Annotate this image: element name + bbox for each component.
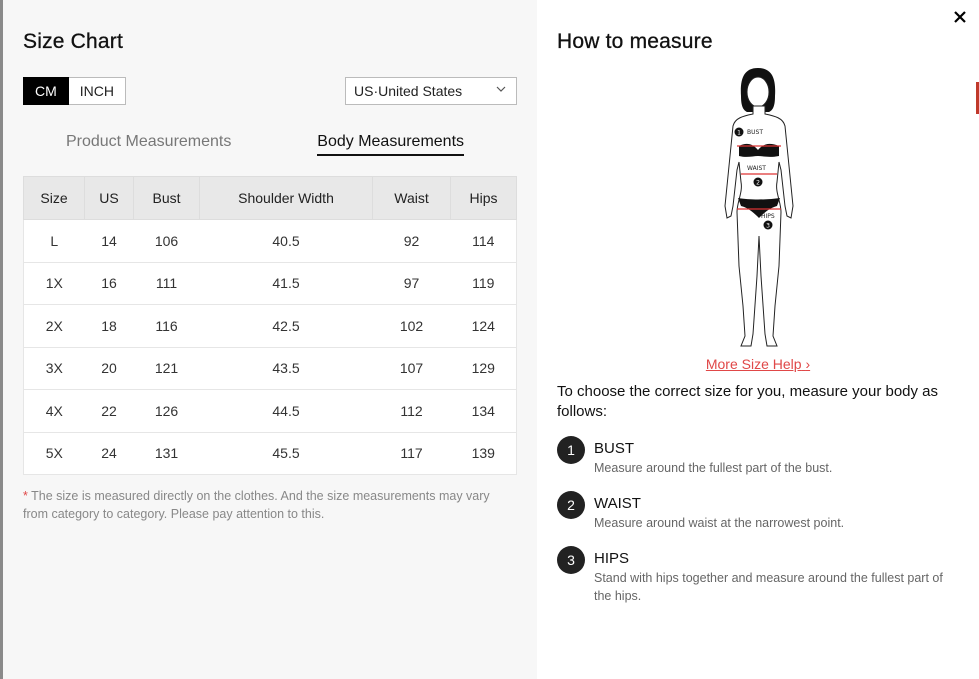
table-row [24,432,517,475]
table-header: Hips [451,177,517,220]
measurement-tabs [23,133,517,156]
tab-body-measurements[interactable]: Body Measurements [317,133,464,156]
region-select[interactable] [345,77,517,105]
unit-toggle [23,77,126,105]
size-chart-modal [3,0,979,679]
table-cell: 112 [373,390,451,433]
figure-num-2: 2 [756,179,760,187]
unit-region-row [23,77,517,105]
measure-intro: To choose the correct size for you, measure your body as follows: [557,383,939,420]
table-cell: 41.5 [200,262,373,305]
how-to-measure-panel [537,0,979,679]
table-cell: 124 [451,305,517,348]
table-cell: 92 [373,220,451,263]
step-title: WAIST [594,495,641,512]
table-cell: 116 [134,305,200,348]
table-cell: 24 [85,432,134,475]
table-cell: 45.5 [200,432,373,475]
note-star: * [23,489,28,503]
table-cell: 106 [134,220,200,263]
measure-step [557,491,959,532]
unit-inch-button[interactable]: INCH [69,77,126,105]
table-cell: 107 [373,347,451,390]
step-description: Measure around the fullest part of the bust. [594,461,833,475]
table-cell: 2X [24,305,85,348]
step-text [594,546,959,605]
size-note [23,487,513,523]
unit-cm-button[interactable]: CM [23,77,69,105]
chevron-right-icon: › [805,356,811,372]
table-cell: 97 [373,262,451,305]
more-size-help-link[interactable] [557,356,959,372]
table-header-row [24,177,517,220]
step-description: Measure around waist at the narrowest point. [594,516,845,530]
table-cell: L [24,220,85,263]
note-text: The size is measured directly on the clothes. And the size measurements may vary from category to category. Please pay attention to this. [23,489,490,521]
step-number-badge: 1 [557,436,585,464]
table-cell: 14 [85,220,134,263]
step-text [594,436,832,477]
table-cell: 43.5 [200,347,373,390]
table-header: Bust [134,177,200,220]
region-select-value: US·United States [354,83,463,99]
body-figure-icon [713,66,803,348]
body-figure [557,66,959,348]
measure-step [557,436,959,477]
table-header: Waist [373,177,451,220]
table-cell: 4X [24,390,85,433]
figure-num-3: 3 [766,222,770,230]
table-cell: 22 [85,390,134,433]
table-cell: 18 [85,305,134,348]
table-header: Shoulder Width [200,177,373,220]
size-chart-title: Size Chart [23,30,124,53]
step-title: HIPS [594,550,630,567]
table-cell: 119 [451,262,517,305]
close-icon[interactable] [953,10,967,24]
figure-label-waist: WAIST [747,165,766,172]
table-cell: 20 [85,347,134,390]
step-title: BUST [594,440,635,457]
size-chart-panel [3,0,537,679]
step-text [594,491,844,532]
table-cell: 126 [134,390,200,433]
table-cell: 121 [134,347,200,390]
table-cell: 129 [451,347,517,390]
figure-label-bust: BUST [747,129,763,136]
table-row [24,220,517,263]
table-row [24,390,517,433]
size-table [23,176,517,475]
measure-step [557,546,959,605]
step-description: Stand with hips together and measure around the fullest part of the hips. [594,571,943,603]
table-row [24,262,517,305]
measure-steps [557,436,959,605]
chevron-down-icon [496,84,506,94]
table-cell: 3X [24,347,85,390]
table-cell: 42.5 [200,305,373,348]
tab-product-measurements[interactable]: Product Measurements [65,133,232,150]
figure-num-1: 1 [737,129,741,137]
table-cell: 44.5 [200,390,373,433]
table-cell: 139 [451,432,517,475]
step-number-badge: 3 [557,546,585,574]
help-link-label: More Size Help [705,356,802,372]
table-cell: 1X [24,262,85,305]
figure-label-hips: HIPS [761,213,775,220]
step-number-badge: 2 [557,491,585,519]
table-cell: 16 [85,262,134,305]
table-header: Size [24,177,85,220]
table-row [24,305,517,348]
table-cell: 131 [134,432,200,475]
table-cell: 5X [24,432,85,475]
table-cell: 134 [451,390,517,433]
how-to-measure-title: How to measure [557,30,713,53]
table-cell: 114 [451,220,517,263]
table-cell: 111 [134,262,200,305]
table-row [24,347,517,390]
table-cell: 102 [373,305,451,348]
table-cell: 40.5 [200,220,373,263]
table-cell: 117 [373,432,451,475]
table-header: US [85,177,134,220]
